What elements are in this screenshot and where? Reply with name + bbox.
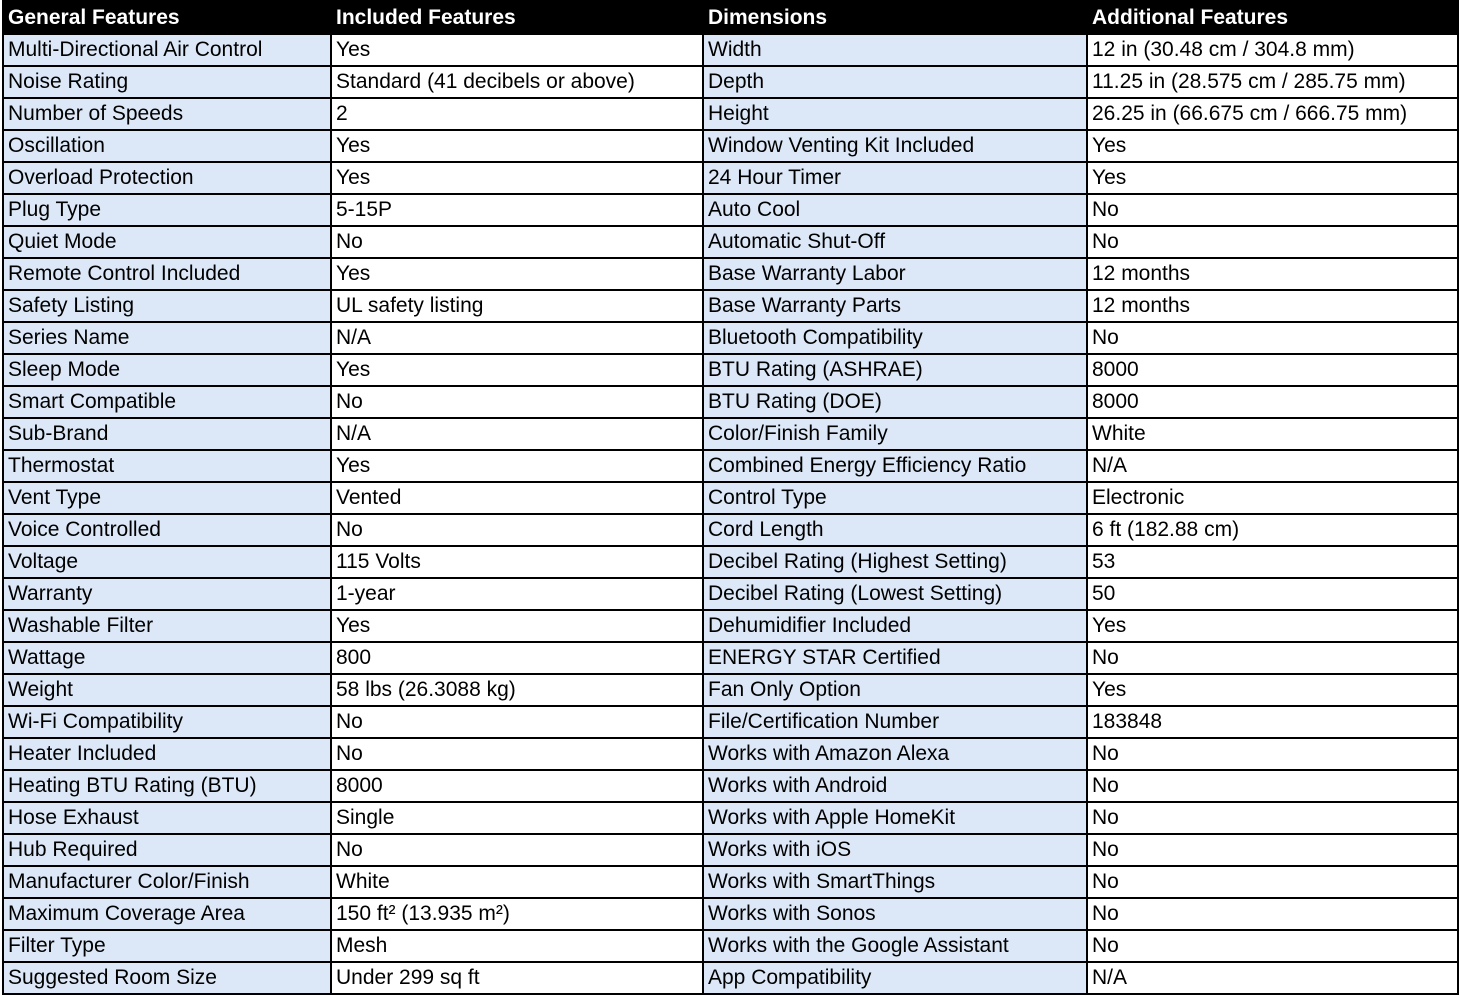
feature-value-cell: 12 months xyxy=(1087,290,1458,322)
feature-value-cell: Electronic xyxy=(1087,482,1458,514)
feature-value-cell: N/A xyxy=(1087,450,1458,482)
table-row xyxy=(3,226,1458,258)
feature-label-cell: Decibel Rating (Highest Setting) xyxy=(703,546,1087,578)
feature-label-cell: Works with the Google Assistant xyxy=(703,930,1087,962)
feature-label-cell: Depth xyxy=(703,66,1087,98)
feature-value-cell: 115 Volts xyxy=(331,546,703,578)
table-row xyxy=(3,98,1458,130)
spec-table xyxy=(2,0,1459,995)
feature-label-cell: App Compatibility xyxy=(703,962,1087,994)
feature-value-cell: No xyxy=(331,514,703,546)
table-row xyxy=(3,706,1458,738)
feature-value-cell: Yes xyxy=(1087,674,1458,706)
feature-label-cell: Works with Android xyxy=(703,770,1087,802)
table-row xyxy=(3,354,1458,386)
feature-label-cell: Multi-Directional Air Control xyxy=(3,34,331,66)
feature-value-cell: White xyxy=(331,866,703,898)
feature-value-cell: 150 ft² (13.935 m²) xyxy=(331,898,703,930)
feature-value-cell: No xyxy=(1087,802,1458,834)
feature-label-cell: Thermostat xyxy=(3,450,331,482)
table-row xyxy=(3,866,1458,898)
feature-value-cell: Under 299 sq ft xyxy=(331,962,703,994)
feature-value-cell: 6 ft (182.88 cm) xyxy=(1087,514,1458,546)
feature-value-cell: No xyxy=(1087,642,1458,674)
table-row xyxy=(3,290,1458,322)
feature-value-cell: 26.25 in (66.675 cm / 666.75 mm) xyxy=(1087,98,1458,130)
feature-value-cell: Yes xyxy=(331,258,703,290)
feature-value-cell: No xyxy=(1087,770,1458,802)
feature-value-cell: Yes xyxy=(331,130,703,162)
table-row xyxy=(3,546,1458,578)
table-body xyxy=(3,34,1458,994)
table-row xyxy=(3,834,1458,866)
feature-value-cell: No xyxy=(331,386,703,418)
feature-value-cell: 1-year xyxy=(331,578,703,610)
feature-label-cell: Warranty xyxy=(3,578,331,610)
feature-value-cell: 12 months xyxy=(1087,258,1458,290)
feature-label-cell: Works with iOS xyxy=(703,834,1087,866)
feature-label-cell: Bluetooth Compatibility xyxy=(703,322,1087,354)
feature-value-cell: No xyxy=(1087,194,1458,226)
feature-label-cell: 24 Hour Timer xyxy=(703,162,1087,194)
feature-label-cell: Hub Required xyxy=(3,834,331,866)
feature-label-cell: Plug Type xyxy=(3,194,331,226)
feature-value-cell: No xyxy=(1087,866,1458,898)
feature-label-cell: Voltage xyxy=(3,546,331,578)
table-row xyxy=(3,898,1458,930)
feature-value-cell: Yes xyxy=(331,354,703,386)
feature-value-cell: 8000 xyxy=(1087,354,1458,386)
feature-value-cell: Yes xyxy=(331,450,703,482)
feature-value-cell: 53 xyxy=(1087,546,1458,578)
feature-label-cell: Color/Finish Family xyxy=(703,418,1087,450)
feature-label-cell: Weight xyxy=(3,674,331,706)
feature-label-cell: Base Warranty Labor xyxy=(703,258,1087,290)
feature-value-cell: No xyxy=(1087,738,1458,770)
table-row xyxy=(3,450,1458,482)
header-included-features: Included Features xyxy=(331,1,703,34)
feature-value-cell: 800 xyxy=(331,642,703,674)
feature-value-cell: No xyxy=(1087,226,1458,258)
feature-value-cell: 2 xyxy=(331,98,703,130)
feature-value-cell: Yes xyxy=(1087,130,1458,162)
feature-label-cell: Sleep Mode xyxy=(3,354,331,386)
feature-value-cell: 5-15P xyxy=(331,194,703,226)
feature-label-cell: Hose Exhaust xyxy=(3,802,331,834)
table-row xyxy=(3,930,1458,962)
feature-value-cell: White xyxy=(1087,418,1458,450)
feature-value-cell: Yes xyxy=(1087,610,1458,642)
feature-value-cell: Mesh xyxy=(331,930,703,962)
feature-label-cell: Safety Listing xyxy=(3,290,331,322)
feature-value-cell: No xyxy=(331,738,703,770)
table-row xyxy=(3,386,1458,418)
feature-value-cell: 50 xyxy=(1087,578,1458,610)
feature-label-cell: Quiet Mode xyxy=(3,226,331,258)
feature-value-cell: No xyxy=(331,226,703,258)
feature-value-cell: No xyxy=(1087,930,1458,962)
feature-label-cell: Washable Filter xyxy=(3,610,331,642)
feature-label-cell: Remote Control Included xyxy=(3,258,331,290)
table-row xyxy=(3,770,1458,802)
table-row xyxy=(3,738,1458,770)
feature-label-cell: Window Venting Kit Included xyxy=(703,130,1087,162)
table-row xyxy=(3,34,1458,66)
table-row xyxy=(3,322,1458,354)
feature-value-cell: Single xyxy=(331,802,703,834)
feature-label-cell: Wattage xyxy=(3,642,331,674)
feature-label-cell: Number of Speeds xyxy=(3,98,331,130)
table-row xyxy=(3,610,1458,642)
feature-label-cell: Dehumidifier Included xyxy=(703,610,1087,642)
feature-label-cell: Suggested Room Size xyxy=(3,962,331,994)
feature-value-cell: N/A xyxy=(331,322,703,354)
feature-label-cell: Base Warranty Parts xyxy=(703,290,1087,322)
feature-value-cell: No xyxy=(331,706,703,738)
table-row xyxy=(3,962,1458,994)
feature-value-cell: 58 lbs (26.3088 kg) xyxy=(331,674,703,706)
feature-label-cell: Decibel Rating (Lowest Setting) xyxy=(703,578,1087,610)
feature-label-cell: Overload Protection xyxy=(3,162,331,194)
feature-value-cell: No xyxy=(1087,322,1458,354)
feature-label-cell: BTU Rating (DOE) xyxy=(703,386,1087,418)
table-row xyxy=(3,674,1458,706)
feature-label-cell: Filter Type xyxy=(3,930,331,962)
feature-label-cell: Works with SmartThings xyxy=(703,866,1087,898)
header-general-features: General Features xyxy=(3,1,331,34)
feature-value-cell: N/A xyxy=(331,418,703,450)
feature-label-cell: BTU Rating (ASHRAE) xyxy=(703,354,1087,386)
header-additional-features: Additional Features xyxy=(1087,1,1458,34)
feature-label-cell: Maximum Coverage Area xyxy=(3,898,331,930)
feature-value-cell: Yes xyxy=(331,610,703,642)
feature-label-cell: Smart Compatible xyxy=(3,386,331,418)
feature-value-cell: No xyxy=(1087,834,1458,866)
feature-value-cell: Vented xyxy=(331,482,703,514)
feature-value-cell: Yes xyxy=(1087,162,1458,194)
feature-label-cell: Combined Energy Efficiency Ratio xyxy=(703,450,1087,482)
table-row xyxy=(3,130,1458,162)
feature-value-cell: Yes xyxy=(331,162,703,194)
table-header xyxy=(3,1,1458,34)
feature-label-cell: Voice Controlled xyxy=(3,514,331,546)
feature-value-cell: 11.25 in (28.575 cm / 285.75 mm) xyxy=(1087,66,1458,98)
table-row xyxy=(3,66,1458,98)
table-row xyxy=(3,258,1458,290)
feature-label-cell: Heater Included xyxy=(3,738,331,770)
feature-value-cell: No xyxy=(1087,898,1458,930)
feature-value-cell: Yes xyxy=(331,34,703,66)
table-row xyxy=(3,194,1458,226)
feature-label-cell: Auto Cool xyxy=(703,194,1087,226)
header-row xyxy=(3,1,1458,34)
feature-label-cell: Heating BTU Rating (BTU) xyxy=(3,770,331,802)
feature-label-cell: Oscillation xyxy=(3,130,331,162)
feature-value-cell: No xyxy=(331,834,703,866)
table-row xyxy=(3,578,1458,610)
feature-label-cell: Series Name xyxy=(3,322,331,354)
feature-label-cell: File/Certification Number xyxy=(703,706,1087,738)
feature-label-cell: Sub-Brand xyxy=(3,418,331,450)
table-row xyxy=(3,162,1458,194)
table-row xyxy=(3,514,1458,546)
feature-value-cell: 12 in (30.48 cm / 304.8 mm) xyxy=(1087,34,1458,66)
feature-value-cell: Standard (41 decibels or above) xyxy=(331,66,703,98)
table-row xyxy=(3,418,1458,450)
feature-label-cell: Works with Sonos xyxy=(703,898,1087,930)
header-dimensions: Dimensions xyxy=(703,1,1087,34)
feature-value-cell: 8000 xyxy=(1087,386,1458,418)
table-row xyxy=(3,642,1458,674)
feature-label-cell: Fan Only Option xyxy=(703,674,1087,706)
feature-label-cell: Height xyxy=(703,98,1087,130)
table-row xyxy=(3,802,1458,834)
feature-label-cell: Noise Rating xyxy=(3,66,331,98)
feature-value-cell: 8000 xyxy=(331,770,703,802)
feature-label-cell: Works with Amazon Alexa xyxy=(703,738,1087,770)
feature-label-cell: Works with Apple HomeKit xyxy=(703,802,1087,834)
feature-label-cell: Width xyxy=(703,34,1087,66)
feature-label-cell: Vent Type xyxy=(3,482,331,514)
feature-label-cell: Manufacturer Color/Finish xyxy=(3,866,331,898)
feature-label-cell: Automatic Shut-Off xyxy=(703,226,1087,258)
feature-label-cell: Control Type xyxy=(703,482,1087,514)
table-row xyxy=(3,482,1458,514)
feature-label-cell: ENERGY STAR Certified xyxy=(703,642,1087,674)
feature-label-cell: Wi-Fi Compatibility xyxy=(3,706,331,738)
feature-value-cell: UL safety listing xyxy=(331,290,703,322)
feature-label-cell: Cord Length xyxy=(703,514,1087,546)
feature-value-cell: 183848 xyxy=(1087,706,1458,738)
feature-value-cell: N/A xyxy=(1087,962,1458,994)
